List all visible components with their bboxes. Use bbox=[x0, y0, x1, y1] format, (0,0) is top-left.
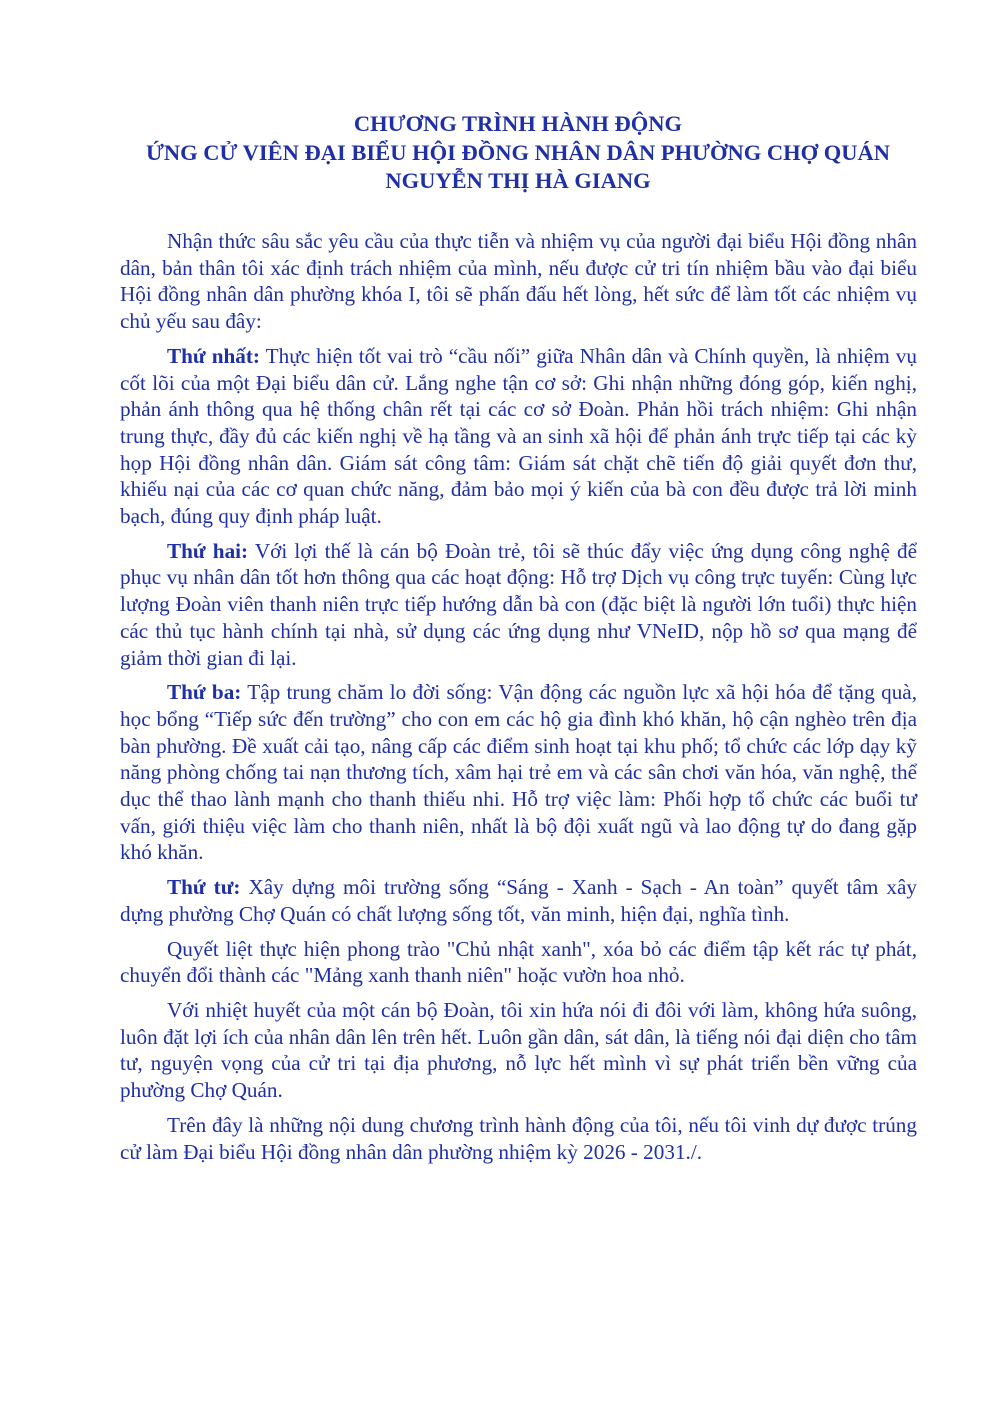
paragraph-text: Nhận thức sâu sắc yêu cầu của thực tiễn và nhiệm vụ của người đại biểu Hội đồng nhân dân, bản thân tôi xác định trách nhiệm của mình, nếu được cử tri tín nhiệm bầu vào đại biểu Hội đồng nhân dân phường khóa I, tôi sẽ phấn đấu hết lòng, hết sức để làm tốt các nhiệm vụ chủ yếu sau đây: bbox=[120, 229, 917, 334]
paragraph-text: Thực hiện tốt vai trò “cầu nối” giữa Nhân dân và Chính quyền, là nhiệm vụ cốt lõi của một Đại biểu dân cử. Lắng nghe tận cơ sở: Ghi nhận những đóng góp, kiến nghị, phản ánh thông qua hệ thống chân rết tại các cơ sở Đoàn. Phản hồi trách nhiệm: Ghi nhận trung thực, đầy đủ các kiến nghị về hạ tầng và an sinh xã hội để phản ánh trực tiếp tại các kỳ họp Hội đồng nhân dân. Giám sát công tâm: Giám sát chặt chẽ tiến độ giải quyết đơn thư, khiếu nại của các cơ quan chức năng, đảm bảo mọi ý kiến của bà con đều được trả lời minh bạch, đúng quy định pháp luật. bbox=[120, 343, 917, 529]
title-line-2: ỨNG CỬ VIÊN ĐẠI BIỂU HỘI ĐỒNG NHÂN DÂN PHƯỜNG CHỢ QUÁN bbox=[146, 139, 890, 165]
paragraph-text: Tập trung chăm lo đời sống: Vận động các nguồn lực xã hội hóa để tặng quà, học bổng “Tiếp sức đến trường” cho con em các hộ gia đình khó khăn, hộ cận nghèo trên địa bàn phường. Đề xuất cải tạo, nâng cấp các điểm sinh hoạt tại khu phố; tổ chức các lớp dạy kỹ năng phòng chống tai nạn thương tích, xâm hại trẻ em và các sân chơi văn hóa, văn nghệ, thể dục thể thao lành mạnh cho thanh thiếu nhi. Hỗ trợ việc làm: Phối hợp tổ chức các buổi tư vấn, giới thiệu việc làm cho thanh niên, nhất là bộ đội xuất ngũ và lao động tự do đang gặp khó khăn. bbox=[120, 680, 917, 865]
paragraph-lead: Thứ hai: bbox=[167, 538, 249, 563]
document-title bbox=[100, 110, 936, 196]
title-line-3: NGUYỄN THỊ HÀ GIANG bbox=[385, 168, 651, 193]
document-body bbox=[120, 228, 917, 1173]
paragraph-text: Xây dựng môi trường sống “Sáng - Xanh - Sạch - An toàn” quyết tâm xây dựng phường Chợ Quán có chất lượng sống tốt, văn minh, hiện đại, nghĩa tình. bbox=[120, 875, 917, 926]
paragraph-green-sunday bbox=[120, 936, 917, 989]
paragraph-commitment bbox=[120, 997, 917, 1104]
paragraph-lead: Thứ ba: bbox=[167, 680, 242, 705]
paragraph-text: Trên đây là những nội dung chương trình hành động của tôi, nếu tôi vinh dự được trúng cử làm Đại biểu Hội đồng nhân dân phường nhiệm kỳ 2026 - 2031./. bbox=[120, 1112, 917, 1164]
paragraph-text: Quyết liệt thực hiện phong trào "Chủ nhật xanh", xóa bỏ các điểm tập kết rác tự phát, chuyển đổi thành các "Mảng xanh thanh niên" hoặc vườn hoa nhỏ. bbox=[120, 936, 917, 988]
paragraph-third-task bbox=[120, 679, 917, 866]
title-line-1: CHƯƠNG TRÌNH HÀNH ĐỘNG bbox=[353, 111, 683, 136]
paragraph-lead: Thứ nhất: bbox=[167, 343, 260, 368]
paragraph-first-task bbox=[120, 343, 917, 530]
paragraph-fourth-task bbox=[120, 874, 917, 927]
paragraph-text: Với nhiệt huyết của một cán bộ Đoàn, tôi xin hứa nói đi đôi với làm, không hứa suông, luôn đặt lợi ích của nhân dân lên trên hết. Luôn gần dân, sát dân, là tiếng nói đại diện cho tâm tư, nguyện vọng của cử tri tại địa phương, nỗ lực hết mình vì sự phát triển bền vững của phường Chợ Quán. bbox=[120, 997, 917, 1103]
paragraph-lead: Thứ tư: bbox=[167, 875, 241, 900]
paragraph-second-task bbox=[120, 538, 917, 672]
paragraph-intro bbox=[120, 228, 917, 335]
paragraph-closing bbox=[120, 1112, 917, 1165]
paragraph-text: Với lợi thế là cán bộ Đoàn trẻ, tôi sẽ thúc đẩy việc ứng dụng công nghệ để phục vụ nhân dân tốt hơn thông qua các hoạt động: Hỗ trợ Dịch vụ công trực tuyến: Cùng lực lượng Đoàn viên thanh niên trực tiếp hướng dẫn bà con (đặc biệt là người lớn tuổi) thực hiện các thủ tục hành chính tại nhà, sử dụng các ứng dụng như VNeID, nộp hồ sơ qua mạng để giảm thời gian đi lại. bbox=[120, 538, 917, 670]
